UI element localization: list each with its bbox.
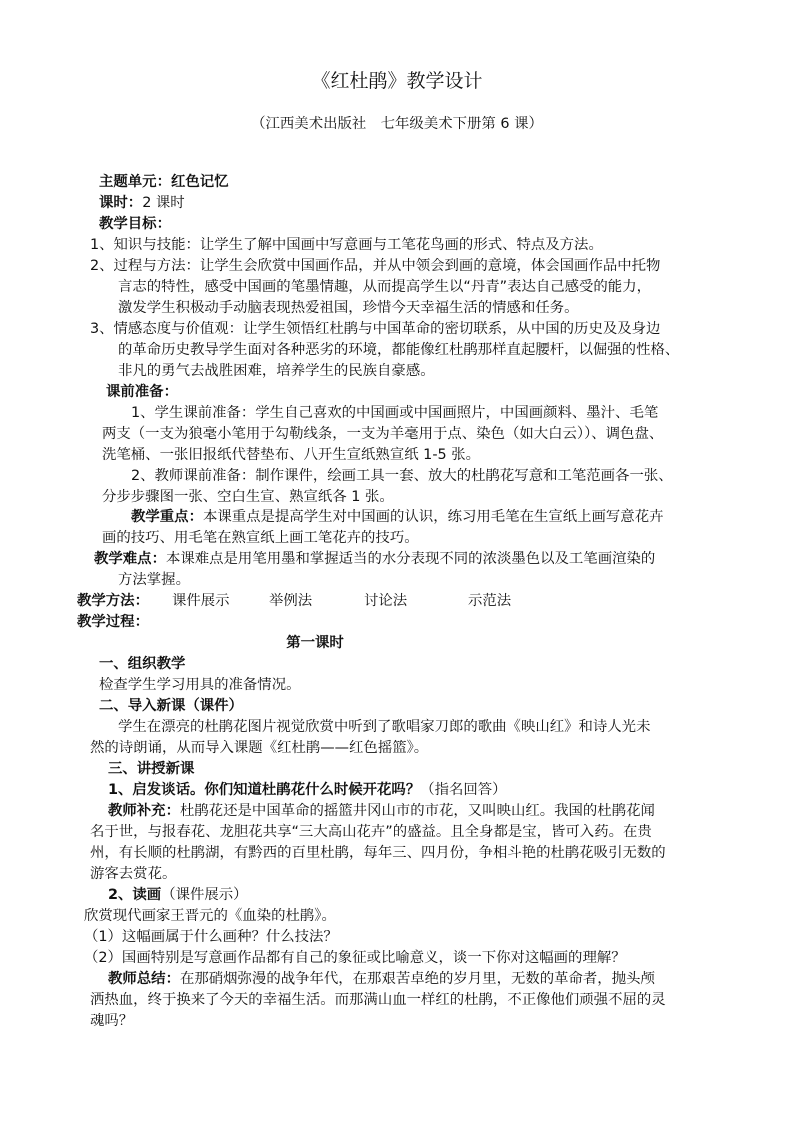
reading-question-2: （2）国画特别是写意画作品都有自己的象征或比喻意义，谈一下你对这幅画的理解？ [84,950,626,966]
theme-unit-label: 主题单元： [99,174,171,190]
section-1-heading: 一、组织教学 [99,656,186,672]
key-points-line-2: 画的技巧、用毛笔在熟宣纸上画工笔花卉的技巧。 [102,530,419,546]
section-2-text-2: 然的诗朗诵，从而导入课题《红杜鹃——红色摇篮》。 [90,740,429,756]
goal-2-line-1: 2、过程与方法：让学生会欣赏中国画作品，并从中领会到画的意境，体会国画作品中托物 [90,258,661,274]
method-item: 课件展示 [172,593,230,609]
section-1-text: 检查学生学习用具的准备情况。 [99,677,301,693]
teacher-supplement-line-3: 州，有长顺的杜鹃湖，有黔西的百里杜鹃，每年三、四月份，争相斗艳的杜鹃花吸引无数的 [90,845,666,861]
theme-unit-value: 红色记忆 [170,174,229,190]
reading-question-1: （1）这幅画属于什么画种？什么技法？ [84,929,338,945]
teacher-summary-line-2: 洒热血，终于换来了今天的幸福生活。而那满山血一样红的杜鹃，不正像他们顽强不屈的灵 [90,992,666,1008]
reading-note: （课件展示） [161,887,248,903]
prep-1-line-2: 两支（一支为狼毫小笔用于勾勒线条，一支为羊毫用于点、染色（如大白云））、调色盘、 [102,426,664,442]
difficulty-text: 本课难点是用笔用墨和掌握适当的水分表现不同的浓淡墨色以及工笔画渲染的 [165,551,656,567]
goal-3-line-2: 的革命历史教导学生面对各种恶劣的环境，都能像红杜鹃那样直起腰杆，以倔强的性格、 [118,342,680,358]
goal-1: 1、知识与技能：让学生了解中国画中写意画与工笔花鸟画的形式、特点及方法。 [90,237,603,253]
key-points-label: 教学重点： [131,509,203,525]
document-title: 《红杜鹃》教学设计 [311,70,483,92]
prep-1-line-1: 1、学生课前准备：学生自己喜欢的中国画或中国画照片，中国画颜料、墨汁、毛笔 [131,405,659,421]
goal-3-line-1: 3、情感态度与价值观：让学生领悟红杜鹃与中国革命的密切联系，从中国的历史及及身边 [90,321,661,337]
teacher-supplement-line-1 [108,801,655,821]
teacher-supplement-line-2: 名于世，与报春花、龙胆花共享“三大高山花卉”的盛益。且全身都是宝，皆可入药。在贵 [90,824,652,840]
question-1-line [108,780,507,800]
theme-unit-line [99,172,229,192]
teacher-summary-text: 在那硝烟弥漫的战争年代，在那艰苦卓绝的岁月里，无数的革命者，抛头颅 [179,971,655,987]
class-hours-label: 课时： [99,195,143,211]
document-subtitle: （江西美术出版社 七年级美术下册第 6 课） [251,116,543,132]
prep-2-line-1: 2、教师课前准备：制作课件，绘画工具一套、放大的杜鹃花写意和工笔范画各一张、 [131,468,673,484]
prep-2-line-2: 分步步骤图一张、空白生宣、熟宣纸各 1 张。 [102,489,394,505]
reading-heading-line [108,885,248,905]
teacher-supplement-line-4: 游客去赏花。 [90,866,177,882]
teacher-supplement-label: 教师补充： [108,803,180,819]
teacher-summary-label: 教师总结： [108,971,180,987]
goal-3-line-3: 非凡的勇气去战胜困难，培养学生的民族自豪感。 [118,363,435,379]
difficulty-line-2: 方法掌握。 [118,572,190,588]
section-3-heading: 三、讲授新课 [108,761,195,777]
section-2-heading: 二、导入新课（课件） [99,698,243,714]
method-item: 举例法 [269,593,313,609]
lesson-heading: 第一课时 [286,635,344,651]
reading-text: 欣赏现代画家王晋元的《血染的杜鹃》。 [84,908,336,924]
question-1-note: （指名回答） [420,782,507,798]
section-2-text-1: 学生在漂亮的杜鹃花图片视觉欣赏中听到了歌唱家刀郎的歌曲《映山红》和诗人光未 [118,719,651,735]
difficulty-line-1 [94,549,655,569]
key-points-text: 本课重点是提高学生对中国画的认识，练习用毛笔在生宣纸上画写意花卉 [202,509,664,525]
question-1-text: 1、启发谈话。你们知道杜鹃花什么时候开花吗？ [108,782,421,798]
goal-2-line-2: 言志的特性，感受中国画的笔墨情趣，从而提高学生以“丹青”表达自己感受的能力， [118,279,651,295]
class-hours-value: 2 课时 [142,195,185,211]
goals-heading: 教学目标： [99,216,171,232]
key-points-line-1 [131,507,663,527]
teacher-summary-line-1 [108,969,655,989]
process-label: 教学过程： [77,614,149,630]
teacher-supplement-text: 杜鹃花还是中国革命的摇篮井冈山市的市花，又叫映山红。我国的杜鹃花闻 [179,803,655,819]
prep-heading: 课前准备： [106,384,178,400]
method-item: 示范法 [468,593,512,609]
goal-2-line-3: 激发学生积极动手动脑表现热爱祖国，珍惜今天幸福生活的情感和任务。 [118,300,579,316]
methods-label: 教学方法： [77,593,149,609]
reading-heading: 2、读画 [108,887,162,903]
difficulty-label: 教学难点： [94,551,166,567]
teacher-summary-line-3: 魂吗？ [90,1013,134,1029]
prep-1-line-3: 洗笔桶、一张旧报纸代替垫布、八开生宣纸熟宣纸 1-5 张。 [102,447,481,463]
class-hours-line [99,193,185,213]
method-item: 讨论法 [364,593,408,609]
